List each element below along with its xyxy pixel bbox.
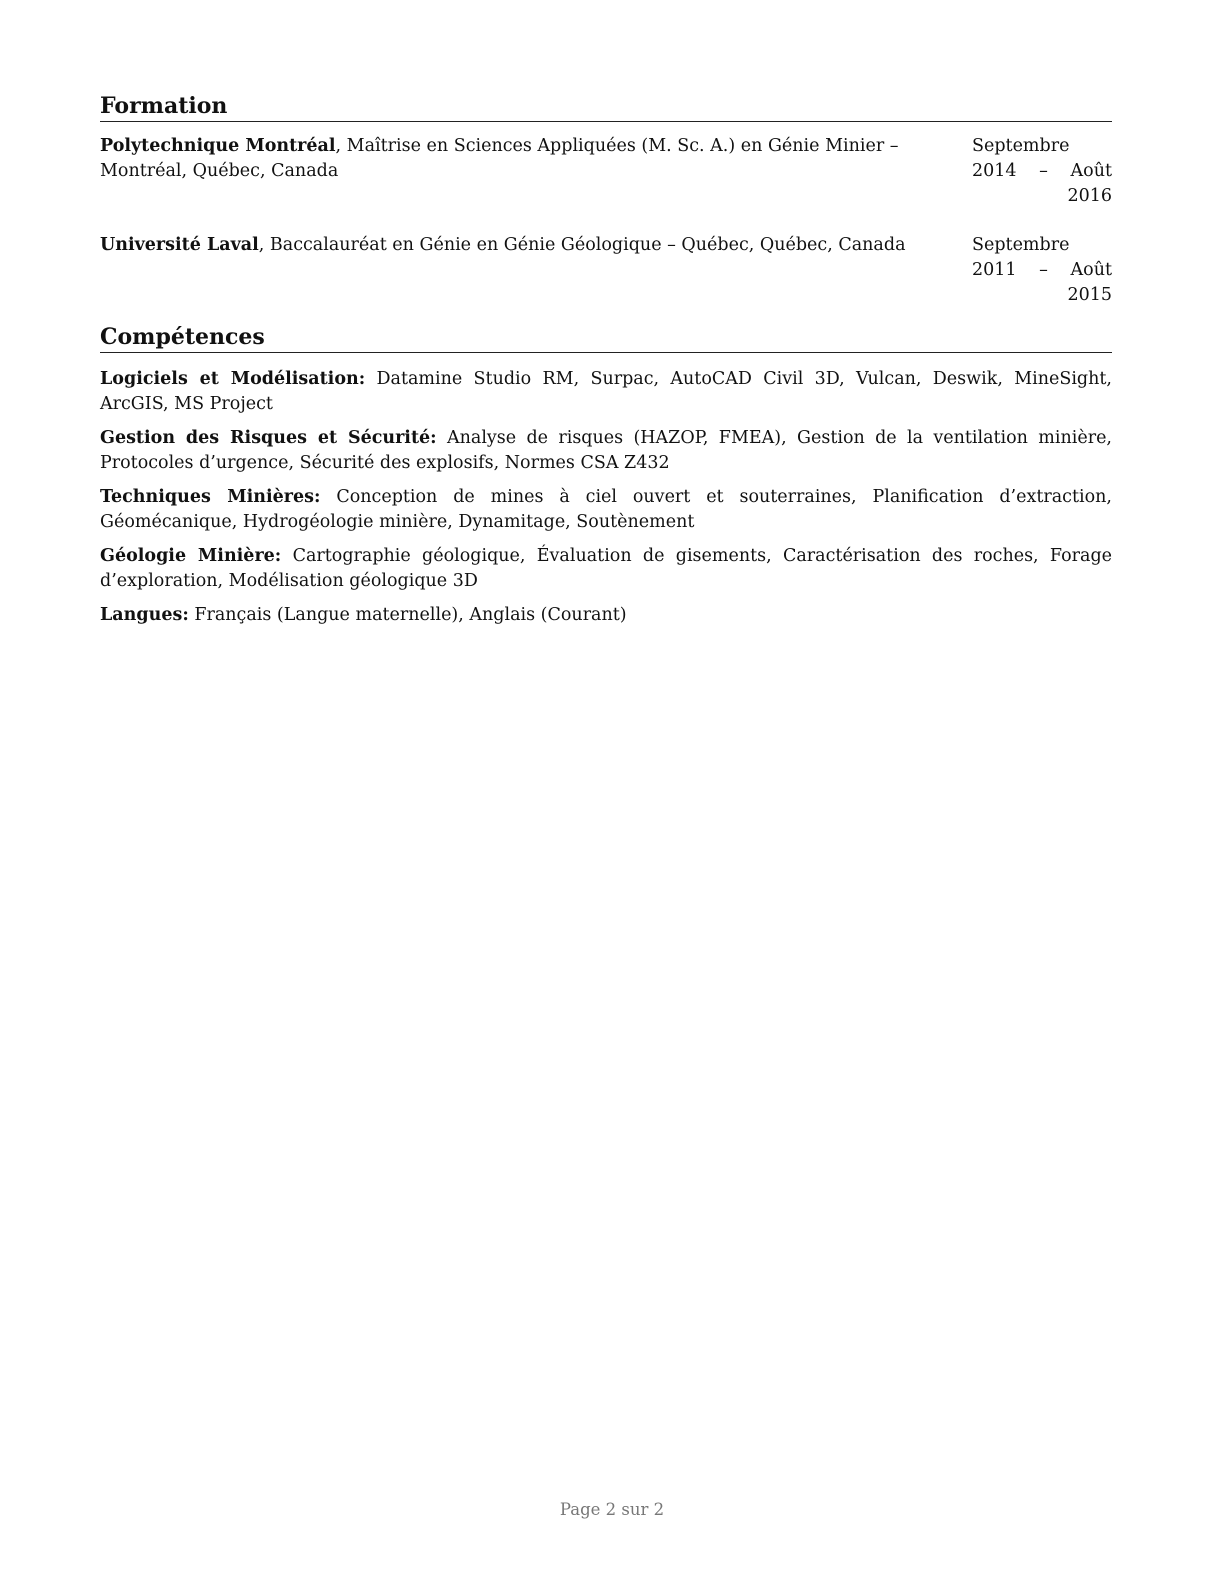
skill-label: Langues: [100, 605, 189, 625]
skill-row-techniques [100, 485, 1112, 535]
education-dates: Septembre 2011 – Août 2015 [972, 235, 1112, 305]
skill-text: Français (Langue maternelle), Anglais (Courant) [188, 605, 627, 625]
skill-label: Gestion des Risques et Sécurité: [100, 428, 437, 448]
skill-text: Cartographie géologique, Évaluation de gisements, Caractérisation des roches, Forage d’exploration, Modélisation géologique 3D [100, 546, 1112, 591]
section-title-formation: Formation [100, 92, 1112, 122]
skill-text: Analyse de risques (HAZOP, FMEA), Gestion de la ventilation minière, Protocoles d’urgence, Sécurité des explosifs, Normes CSA Z432 [100, 428, 1112, 473]
education-list [100, 134, 1112, 308]
education-entry [100, 134, 1112, 209]
skill-label: Logiciels et Modélisation: [100, 369, 366, 389]
skill-row-logiciels [100, 367, 1112, 417]
education-details: Maîtrise en Sciences Appliquées (M. Sc. A.) en Génie Minier – Montréal, Québec, Canada [100, 136, 899, 181]
education-main [100, 233, 972, 258]
page-number-footer: Page 2 sur 2 [559, 1500, 665, 1519]
skill-row-geologie [100, 544, 1112, 594]
resume-page [100, 92, 1112, 637]
skill-text: Datamine Studio RM, Surpac, AutoCAD Civil 3D, Vulcan, Deswik, MineSight, ArcGIS, MS Project [100, 369, 1112, 414]
skill-row-langues [100, 603, 1112, 628]
education-main [100, 134, 972, 184]
education-separator: , [335, 136, 347, 156]
education-entry [100, 233, 1112, 308]
competences-section [100, 323, 1112, 628]
skill-label: Géologie Minière: [100, 546, 282, 566]
skill-label: Techniques Minières: [100, 487, 321, 507]
education-details: Baccalauréat en Génie en Génie Géologique – Québec, Québec, Canada [269, 235, 906, 255]
education-institution: Université Laval [100, 235, 259, 255]
formation-section [100, 92, 1112, 308]
education-institution: Polytechnique Montréal [100, 136, 336, 156]
skill-row-risques [100, 426, 1112, 476]
section-title-competences: Compétences [100, 323, 1112, 353]
skill-text: Conception de mines à ciel ouvert et souterraines, Planification d’extraction, Géomécanique, Hydrogéologie minière, Dynamitage, Soutènement [100, 487, 1112, 532]
education-dates: Septembre 2014 – Août 2016 [972, 136, 1112, 206]
skills-list [100, 367, 1112, 628]
education-separator: , [258, 235, 270, 255]
